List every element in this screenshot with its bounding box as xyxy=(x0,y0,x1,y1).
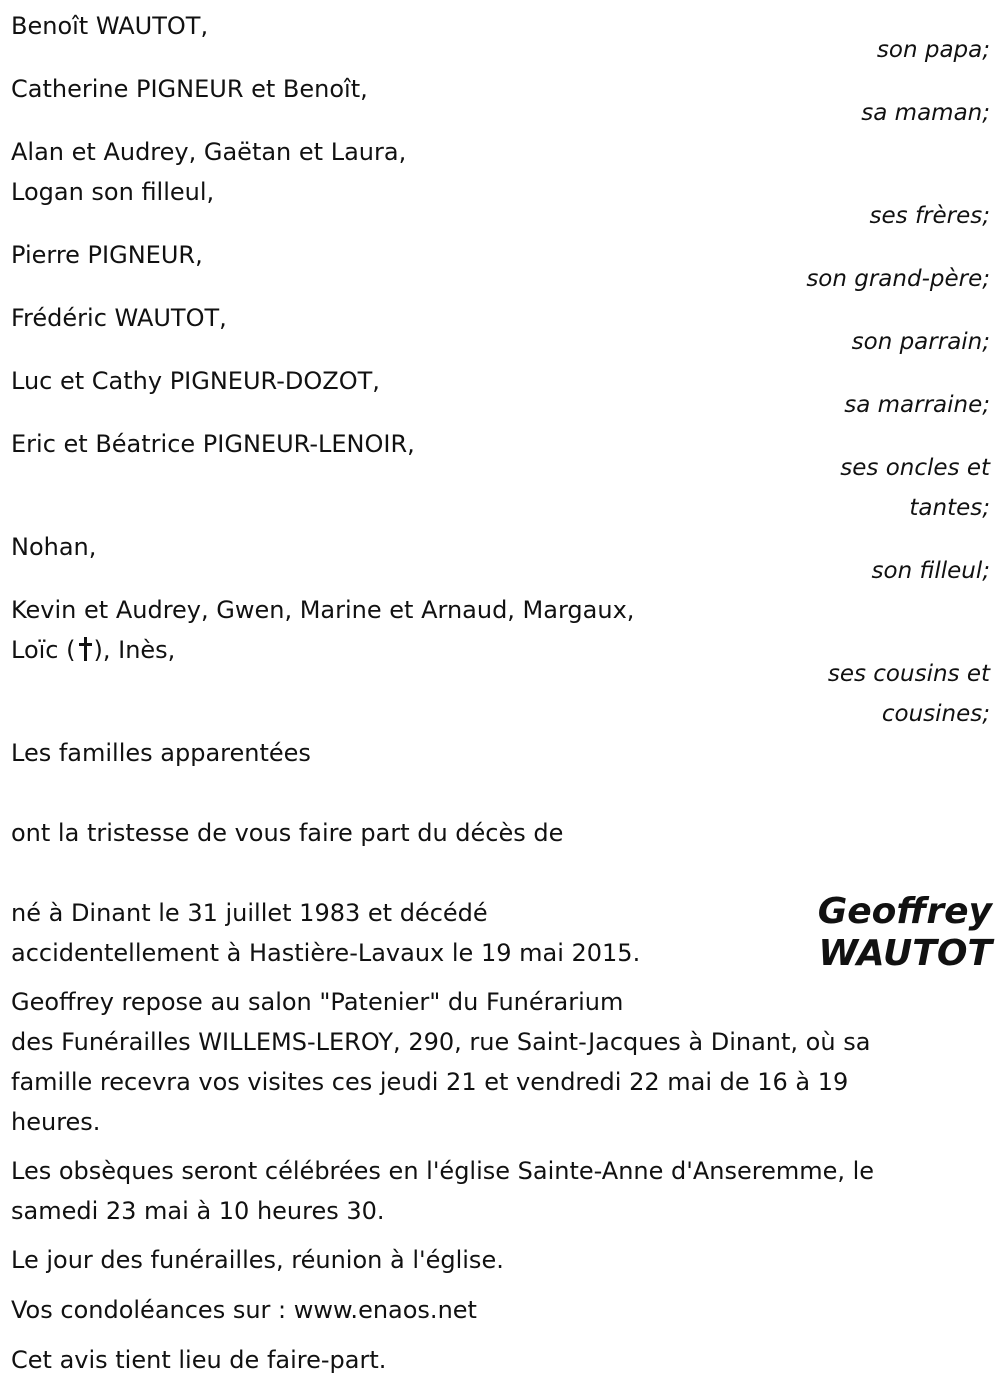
family-name-line: Eric et Béatrice PIGNEUR-LENOIR, xyxy=(11,430,415,458)
cross-icon xyxy=(79,637,91,661)
family-name-line-with-cross xyxy=(11,630,175,670)
family-name-line: Benoît WAUTOT, xyxy=(11,12,209,40)
paragraph-line: des Funérailles WILLEMS-LEROY, 290, rue Saint-Jacques à Dinant, où sa xyxy=(11,1028,871,1056)
birth-line: accidentellement à Hastière-Lavaux le 19 mai 2015. xyxy=(11,939,641,967)
family-role: sa marraine; xyxy=(844,392,990,418)
condolences-line: Vos condoléances sur : www.enaos.net xyxy=(11,1296,477,1324)
closing-line: Cet avis tient lieu de faire-part. xyxy=(11,1346,387,1374)
family-name-line: Catherine PIGNEUR et Benoît, xyxy=(11,75,368,103)
family-name-line: Logan son filleul, xyxy=(11,178,215,206)
family-role: son papa; xyxy=(876,37,990,63)
paragraph-line: Geoffrey repose au salon "Patenier" du Funérarium xyxy=(11,988,624,1016)
family-name-line: Luc et Cathy PIGNEUR-DOZOT, xyxy=(11,367,380,395)
deceased-name xyxy=(818,891,992,975)
family-name-line: Nohan, xyxy=(11,533,97,561)
family-name-line: Frédéric WAUTOT, xyxy=(11,304,227,332)
paragraph-line: samedi 23 mai à 10 heures 30. xyxy=(11,1197,385,1225)
paragraph-line: heures. xyxy=(11,1108,101,1136)
family-name-line: Kevin et Audrey, Gwen, Marine et Arnaud, Margaux, xyxy=(11,596,635,624)
family-role: tantes; xyxy=(909,495,990,521)
paragraph-line: famille recevra vos visites ces jeudi 21 et vendredi 22 mai de 16 à 19 xyxy=(11,1068,849,1096)
family-role: ses oncles et xyxy=(840,455,990,481)
family-role: son grand-père; xyxy=(806,266,990,292)
rest-paragraph xyxy=(11,982,971,1142)
family-role: son filleul; xyxy=(871,558,990,584)
cousin-name-text: ), Inès, xyxy=(93,636,176,664)
family-name-line: Pierre PIGNEUR, xyxy=(11,241,203,269)
birth-line: né à Dinant le 31 juillet 1983 et décédé xyxy=(11,899,488,927)
family-name-line: Alan et Audrey, Gaëtan et Laura, xyxy=(11,138,407,166)
paragraph-line: Les obsèques seront célébrées en l'église Sainte-Anne d'Anseremme, le xyxy=(11,1157,875,1185)
family-role: cousines; xyxy=(881,701,990,727)
family-role: ses cousins et xyxy=(827,661,990,687)
family-role: ses frères; xyxy=(869,203,990,229)
families-line: Les familles apparentées xyxy=(11,739,311,767)
gathering-line: Le jour des funérailles, réunion à l'église. xyxy=(11,1246,504,1274)
sadness-line: ont la tristesse de vous faire part du décès de xyxy=(11,819,564,847)
deceased-last-name: WAUTOT xyxy=(818,933,992,974)
family-role: sa maman; xyxy=(861,100,990,126)
cousin-name-text: Loïc ( xyxy=(11,636,76,664)
deceased-first-name: Geoffrey xyxy=(817,891,992,932)
funeral-paragraph xyxy=(11,1151,971,1231)
family-role: son parrain; xyxy=(851,329,990,355)
